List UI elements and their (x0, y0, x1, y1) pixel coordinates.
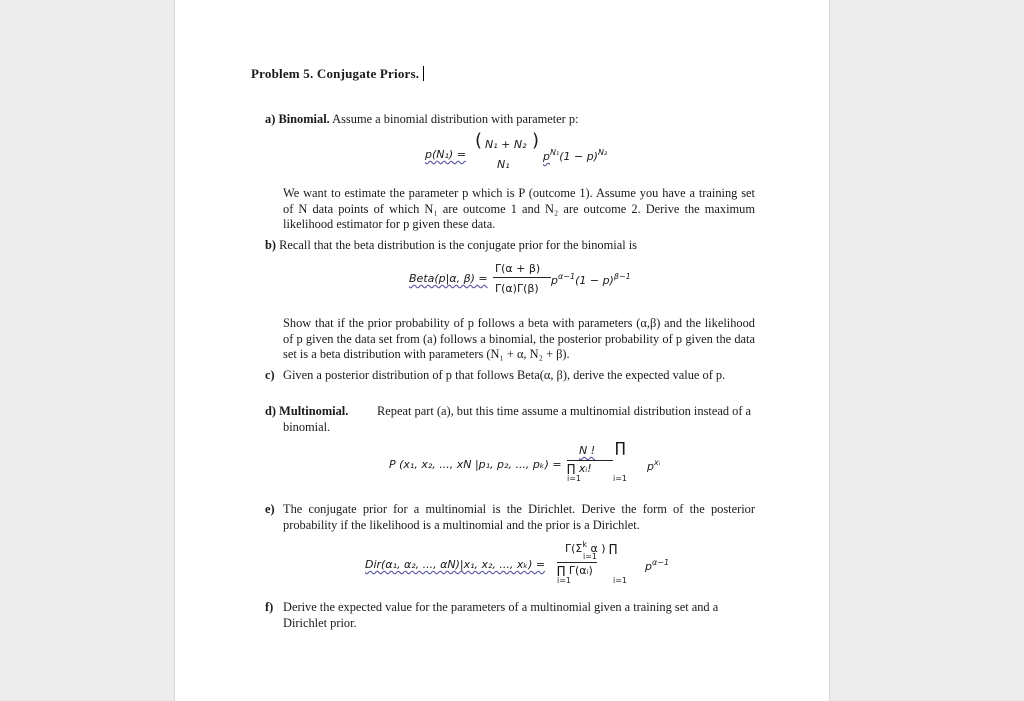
part-f-body: Derive the expected value for the parameters of a multinomial given a training set and a Dirichlet prior. (283, 600, 719, 630)
part-e-body: The conjugate prior for a multinomial is the Dirichlet. Derive the form of the posterior probability if the likelihood is a multinomial and the prior is a Dirichlet. (283, 502, 755, 532)
dirichlet-term (645, 558, 669, 573)
beta-rest-exp: β−1 (613, 272, 631, 281)
part-d-label: d) (265, 404, 277, 418)
multinomial-product-index: i=1 (613, 474, 628, 483)
binomial-p: p (543, 150, 550, 163)
binomial-rest: (1 − p) (559, 150, 598, 163)
binomial-p-exp: N₁ (549, 148, 560, 157)
part-b-body: Show that if the prior probability of p follows a beta with parameters (α,β) and the likelihood of p given the data set from (a) follows a binomial, the posterior probability of p given the data set is a beta distribution with parameters (N₁ + α, N₂ + β). (283, 316, 755, 361)
part-a-label: a) (265, 112, 276, 126)
part-b-heading (265, 238, 637, 254)
multinomial-product-symbol: ∏ (615, 440, 626, 456)
dirichlet-equation (365, 538, 685, 588)
dirichlet-denominator: ∏ Γ(αᵢ) (557, 564, 593, 577)
binomial-coeff-bottom: N₁ (497, 158, 510, 171)
beta-rest: (1 − p) (575, 274, 614, 287)
beta-p-exp: α−1 (557, 272, 576, 281)
beta-fraction-bar (493, 277, 551, 278)
part-d-title: Multinomial. (279, 404, 349, 418)
document-page (174, 0, 830, 701)
part-f-label: f) (265, 600, 274, 614)
part-c-body: Given a posterior distribution of p that follows Beta(α, β), derive the expected value of p. (283, 368, 726, 382)
part-e-item (265, 502, 275, 518)
text-cursor (423, 66, 424, 81)
binomial-eq-rhs (543, 148, 607, 163)
part-d-body: Repeat part (a), but this time assume a multinomial distribution instead of a binomial. (283, 404, 752, 434)
part-e-label: e) (265, 502, 275, 516)
multinomial-eq-lhs: P (x₁, x₂, ..., xN |p₁, p₂, ..., pₖ) = (389, 458, 562, 471)
dirichlet-term-p: p (645, 560, 652, 573)
beta-eq-rhs (551, 272, 631, 287)
part-b-intro: Recall that the beta distribution is the conjugate prior for the binomial is (279, 238, 638, 252)
part-a-intro: Assume a binomial distribution with parameter p: (332, 112, 579, 126)
part-b-label: b) (265, 238, 277, 252)
beta-equation (409, 262, 649, 302)
dirichlet-num-k: k (582, 540, 588, 549)
binomial-coeff-top: N₁ + N₂ (485, 138, 527, 151)
part-c-label: c) (265, 368, 275, 382)
dirichlet-product-index: i=1 (613, 576, 628, 585)
right-paren: ) (532, 130, 540, 151)
problem-title-text: Problem 5. Conjugate Priors. (251, 66, 420, 81)
part-f-item (265, 600, 273, 616)
multinomial-fraction-bar (567, 460, 613, 461)
beta-p: p (551, 274, 558, 287)
beta-eq-numerator: Γ(α + β) (495, 262, 541, 275)
part-a-body: We want to estimate the parameter p which is P (outcome 1). Assume you have a training set of N data points of which N₁ are outcome 1 and N₂ are outcome 2. Derive the maximum likelihood estimator for p given these data. (283, 186, 755, 231)
multinomial-term-p: p (647, 460, 654, 473)
problem-title (251, 66, 424, 82)
beta-eq-lhs: Beta(p|α, β) = (409, 272, 488, 285)
dirichlet-den-index: i=1 (557, 576, 572, 585)
binomial-eq-lhs: p(N₁) = (425, 148, 466, 161)
dirichlet-term-exp: α−1 (651, 558, 670, 567)
part-a-title: Binomial. (278, 112, 330, 126)
multinomial-term-exp: xᵢ (653, 458, 661, 467)
part-a-heading (265, 112, 579, 128)
multinomial-eq-numerator: N ! (579, 444, 596, 457)
dirichlet-num-gamma: Γ(Σ (565, 542, 583, 555)
dirichlet-num-alpha: α ) ∏ (590, 542, 618, 555)
left-paren: ( (475, 130, 483, 151)
binomial-equation (425, 130, 625, 174)
multinomial-equation (389, 440, 689, 486)
beta-eq-denominator: Γ(α)Γ(β) (495, 282, 539, 295)
dirichlet-fraction-bar (557, 562, 597, 563)
binomial-rest-exp: N₂ (597, 148, 608, 157)
dirichlet-eq-lhs: Dir(α₁, α₂, ..., αN)|x₁, x₂, ..., xₖ) = (365, 558, 546, 571)
multinomial-denominator-index: i=1 (567, 474, 582, 483)
multinomial-eq-denominator: ∏ xᵢ! (567, 462, 592, 475)
dirichlet-num-index: i=1 (583, 552, 598, 561)
multinomial-term (647, 458, 660, 473)
